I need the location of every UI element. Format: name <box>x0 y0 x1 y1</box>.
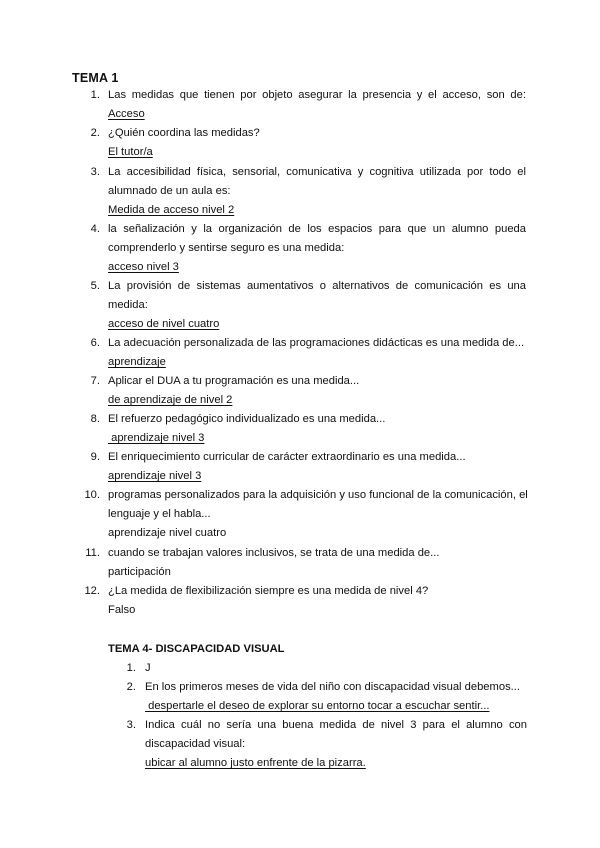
question-text: El refuerzo pedagógico individualizado es una medida... <box>108 413 386 425</box>
item-number: 8. <box>90 413 100 425</box>
item-number: 2. <box>90 127 100 139</box>
answer-text: Medida de acceso nivel 2 <box>108 204 235 216</box>
item-number: 2. <box>126 681 136 693</box>
question-text: La adecuación personalizada de las programaciones didácticas es una medida de... <box>108 337 525 349</box>
item-number: 4. <box>90 223 100 235</box>
tema4-heading: TEMA 4- DISCAPACIDAD VISUAL <box>108 643 285 655</box>
question-text: programas personalizados para la adquisición y uso funcional de la comunicación, el <box>108 489 528 501</box>
question-text-continued: lenguaje y el habla... <box>108 508 211 520</box>
answer-text: El tutor/a <box>108 146 153 158</box>
item-number: 11. <box>85 547 100 559</box>
tema1-heading: TEMA 1 <box>72 71 119 85</box>
answer-text: participación <box>108 566 171 578</box>
question-text-continued: alumnado de un aula es: <box>108 185 231 197</box>
item-number: 5. <box>90 280 100 292</box>
question-text-continued: discapacidad visual: <box>145 738 246 750</box>
answer-text: aprendizaje nivel cuatro <box>108 527 227 539</box>
question-text: La accesibilidad física, sensorial, comunicativa y cognitiva utilizada por todo el <box>108 166 526 178</box>
answer-text: aprendizaje nivel 3 <box>108 470 202 482</box>
answer-text: de aprendizaje de nivel 2 <box>108 394 233 406</box>
question-text: El enriquecimiento curricular de carácter extraordinario es una medida... <box>108 451 466 463</box>
item-number: 7. <box>90 375 100 387</box>
answer-text: aprendizaje nivel 3 <box>108 432 205 444</box>
answer-text: acceso nivel 3 <box>108 261 179 273</box>
answer-text: despertarle el deseo de explorar su entorno tocar a escuchar sentir... <box>145 700 490 712</box>
answer-text: aprendizaje <box>108 356 166 368</box>
question-text: ¿La medida de flexibilización siempre es una medida de nivel 4? <box>108 585 429 597</box>
item-number: 1. <box>126 662 136 674</box>
item-number: 1. <box>90 89 100 101</box>
question-text: J <box>145 662 151 674</box>
item-number: 3. <box>126 719 136 731</box>
answer-text: ubicar al alumno justo enfrente de la pizarra. <box>145 757 366 769</box>
question-text: La provisión de sistemas aumentativos o alternativos de comunicación es una <box>108 280 526 292</box>
question-text: Aplicar el DUA a tu programación es una medida... <box>108 375 360 387</box>
answer-text: Falso <box>108 604 136 616</box>
question-text: Indica cuál no sería una buena medida de nivel 3 para el alumno con <box>145 719 527 731</box>
question-text: cuando se trabajan valores inclusivos, se trata de una medida de... <box>108 547 440 559</box>
question-text-continued: medida: <box>108 299 148 311</box>
question-text: Las medidas que tienen por objeto asegurar la presencia y el acceso, son de: <box>108 89 526 101</box>
question-text: En los primeros meses de vida del niño con discapacidad visual debemos... <box>145 681 520 693</box>
item-number: 9. <box>90 451 100 463</box>
question-text: la señalización y la organización de los espacios para que un alumno pueda <box>108 223 526 235</box>
question-text: ¿Quién coordina las medidas? <box>108 127 260 139</box>
item-number: 10. <box>84 489 100 501</box>
item-number: 3. <box>90 166 100 178</box>
answer-text: acceso de nivel cuatro <box>108 318 220 330</box>
answer-text: Acceso <box>108 108 145 120</box>
item-number: 6. <box>90 337 100 349</box>
question-text-continued: comprenderlo y sentirse seguro es una medida: <box>108 242 345 254</box>
item-number: 12. <box>84 585 100 597</box>
